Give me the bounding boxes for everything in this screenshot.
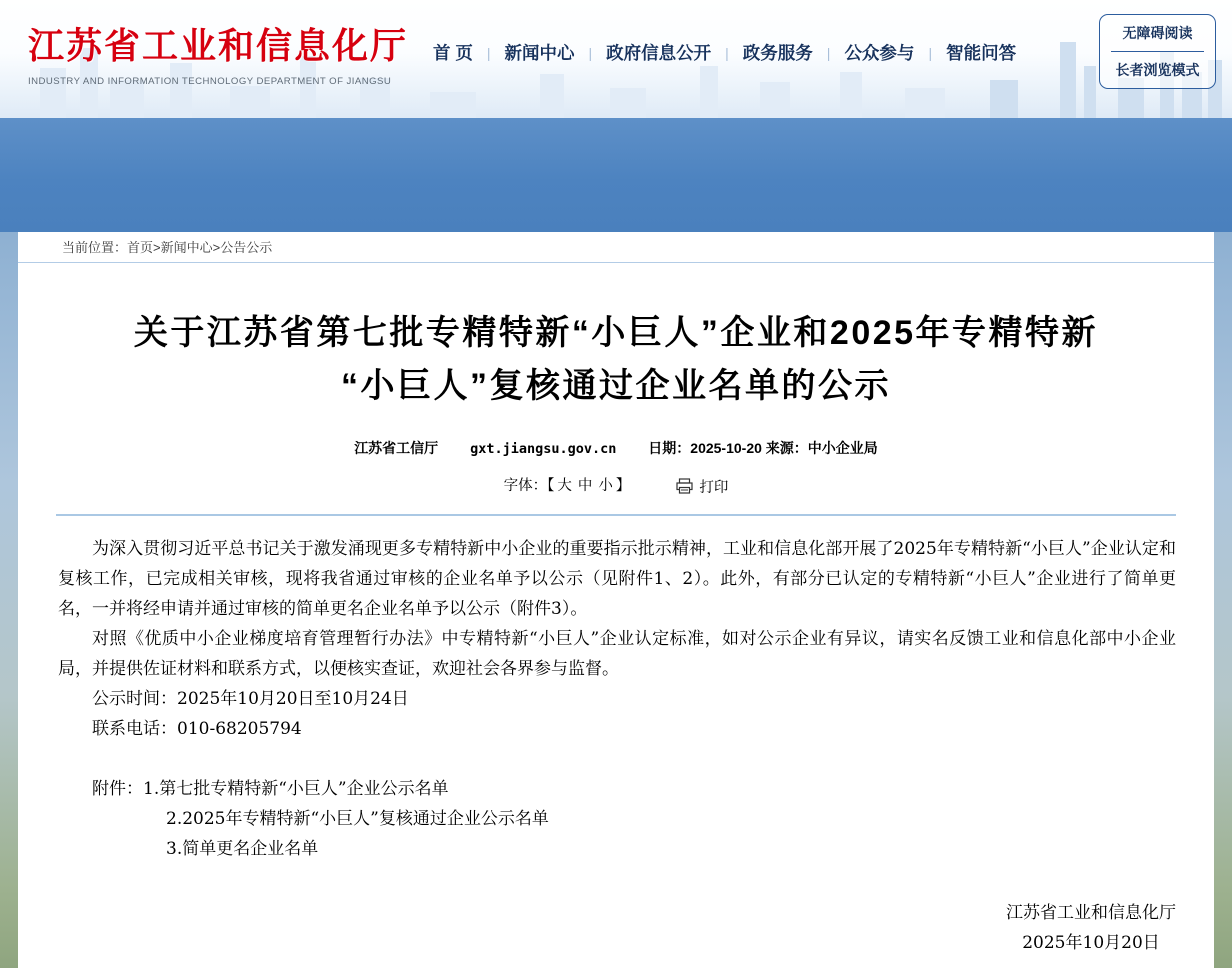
content-panel	[18, 232, 1214, 968]
article-signature	[1006, 898, 1176, 958]
font-size-small-button[interactable]: 小	[598, 478, 613, 494]
attachments-label: 附件：	[92, 778, 143, 799]
attachments-block	[58, 774, 1176, 864]
printer-icon	[676, 478, 693, 494]
nav-item-smart-qa[interactable]: 智能问答	[946, 43, 1017, 63]
font-size-medium-button[interactable]: 中	[577, 478, 593, 494]
search-band	[0, 118, 1232, 232]
meta-site-url[interactable]: gxt.jiangsu.gov.cn	[470, 441, 617, 457]
article-title-line2: “小巨人”复核通过企业名单的公示	[341, 367, 891, 405]
attachment-row	[58, 774, 1176, 804]
site-header	[0, 0, 1232, 118]
article-title-line1: 关于江苏省第七批专精特新“小巨人”企业和2025年专精特新	[133, 314, 1099, 352]
article-title	[18, 307, 1214, 413]
print-label: 打印	[699, 479, 729, 496]
signature-name: 江苏省工业和信息化厅	[1006, 903, 1176, 923]
site-logo-title: 江苏省工业和信息化厅	[28, 25, 409, 66]
nav-item-news[interactable]: 新闻中心	[504, 43, 575, 63]
contact-phone-line: 联系电话：010-68205794	[92, 718, 302, 739]
nav-item-home[interactable]: 首 页	[433, 43, 473, 63]
attachment-row	[58, 834, 1176, 864]
attachment-link-3[interactable]: 3.简单更名企业名单	[166, 838, 319, 859]
breadcrumb-label: 当前位置：	[62, 240, 128, 255]
barrier-free-reading-button[interactable]: 无障碍阅读	[1122, 25, 1193, 41]
nav-separator: |	[725, 44, 729, 61]
nav-item-info-disclosure[interactable]: 政府信息公开	[606, 43, 712, 63]
main-nav	[433, 40, 1016, 65]
font-size-label: 字体：	[503, 478, 548, 494]
font-size-big-button[interactable]: 大	[557, 478, 572, 494]
accessibility-box	[1099, 14, 1216, 89]
meta-department: 江苏省工信厅	[354, 440, 439, 456]
nav-item-services[interactable]: 政务服务	[742, 43, 813, 63]
font-print-controls: 字体：【 大 中 小 】 打印	[18, 474, 1214, 497]
nav-separator: |	[486, 44, 491, 61]
public-time-line: 公示时间：2025年10月20日至10月24日	[92, 688, 409, 709]
meta-date: 日期：2025-10-20 来源：中小企业局	[648, 440, 878, 456]
breadcrumb-path[interactable]: 首页>新闻中心>公告公示	[127, 240, 273, 255]
article-meta	[18, 438, 1214, 458]
article-paragraph: 为深入贯彻习近平总书记关于激发涌现更多专精特新中小企业的重要指示批示精神，工业和信息化部开展了2025年专精特新“小巨人”企业认定和复核工作，已完成相关审核，现将我省通过审核的企业名单予以公示（见附件1、2）。此外，有部分已认定的专精特新“小巨人”企业进行了简单更名，一并将经申请并通过审核的简单更名企业名单予以公示（附件3）。	[58, 538, 1176, 619]
nav-separator: |	[928, 44, 933, 61]
title-body-divider	[56, 514, 1176, 516]
nav-item-participation[interactable]: 公众参与	[844, 43, 915, 63]
meta-source: 来源：中小企业局	[765, 440, 878, 456]
breadcrumb	[18, 232, 1214, 263]
attachment-link-2[interactable]: 2.2025年专精特新“小巨人”复核通过企业公示名单	[166, 808, 549, 829]
nav-separator: |	[826, 44, 831, 61]
site-logo[interactable]	[28, 18, 408, 87]
signature-date: 2025年10月20日	[1022, 933, 1160, 953]
site-logo-subtitle: INDUSTRY AND INFORMATION TECHNOLOGY DEPARTMENT OF JIANGSU	[28, 76, 392, 87]
article-paragraph: 对照《优质中小企业梯度培育管理暂行办法》中专精特新“小巨人”企业认定标准，如对公示企业有异议，请实名反馈工业和信息化部中小企业局，并提供佐证材料和联系方式，以便核实查证，欢迎社会各界参与监督。	[58, 628, 1176, 679]
article-body	[58, 534, 1176, 864]
attachment-row	[58, 804, 1176, 834]
print-button[interactable]	[676, 476, 728, 497]
nav-separator: |	[588, 44, 593, 61]
attachment-link-1[interactable]: 1.第七批专精特新“小巨人”企业公示名单	[143, 778, 449, 799]
elder-mode-button[interactable]: 长者浏览模式	[1115, 62, 1200, 78]
